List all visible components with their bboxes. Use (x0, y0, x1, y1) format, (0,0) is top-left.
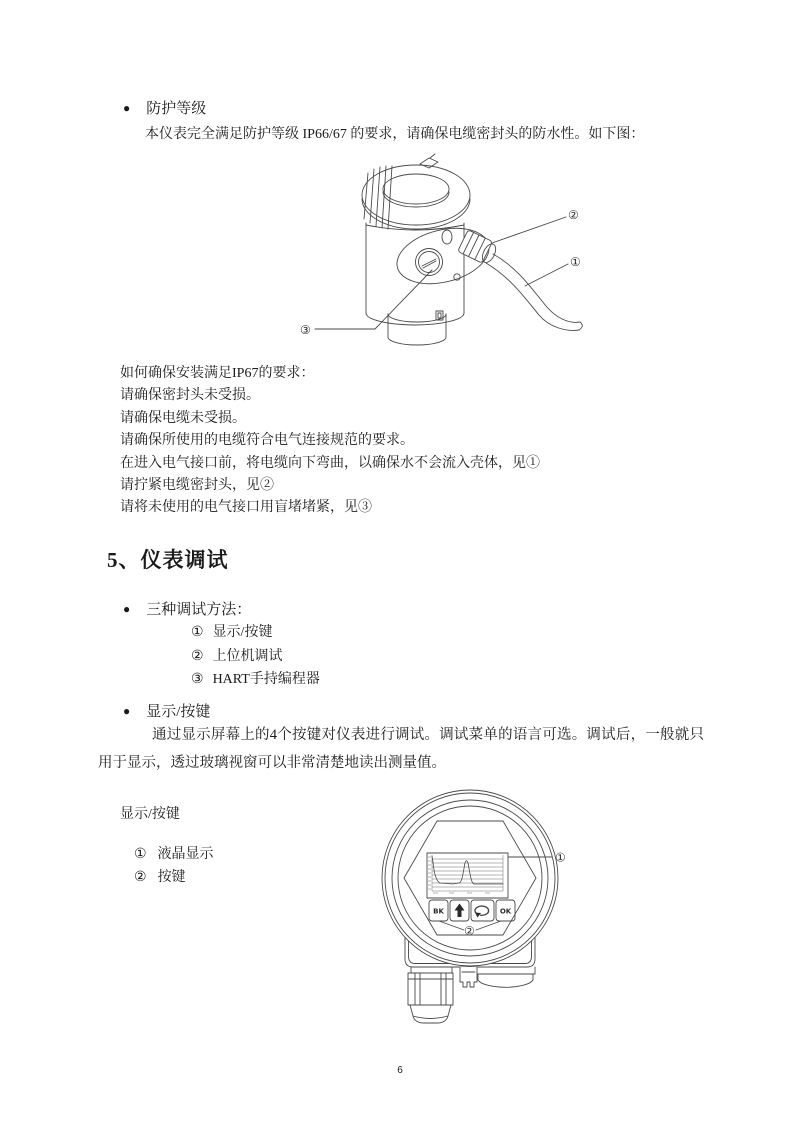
method-num: ① (191, 625, 204, 640)
note-line: 如何确保安装满足IP67的要求： (120, 366, 315, 381)
figure2-caption: 显示/按键 (120, 807, 180, 822)
method-num: ③ (191, 672, 204, 688)
legend-label: 按键 (157, 870, 186, 885)
legend-num: ② (134, 870, 147, 885)
bullet-icon: ● (123, 704, 131, 718)
protection-title-row (123, 97, 206, 118)
figure2-label-1: ① (555, 850, 566, 865)
ok-button-label: OK (499, 907, 512, 916)
display-paragraph: 通过显示屏幕上的4个按键对仪表进行调试。调试菜单的语言可选。调试后，一般就只用于显示，透过玻璃视窗可以非常清楚地读出测量值。 (98, 727, 704, 771)
ip67-notes (120, 363, 540, 520)
methods-title-row (123, 598, 251, 619)
figure1-label-1: ① (570, 255, 581, 269)
note-line: 在进入电气接口前，将电缆向下弯曲，以确保水不会流入壳体，见① (120, 455, 540, 471)
cable-icon (486, 254, 582, 330)
figure2-label-2: ② (464, 924, 475, 938)
method-item (191, 621, 320, 645)
note-line: 请确保电缆未受损。 (120, 410, 246, 426)
method-num: ② (191, 648, 204, 664)
bullet-icon: ● (123, 101, 131, 115)
legend-item (134, 866, 214, 889)
display-title-row (123, 700, 210, 721)
note-line: 请确保密封头未受损。 (120, 388, 260, 404)
method-label: 显示/按键 (212, 625, 273, 640)
figure-cable-gland-drawing (280, 153, 610, 360)
protection-section-title: 防护等级 (146, 101, 207, 117)
methods-title: 三种调试方法： (146, 602, 252, 618)
method-item (191, 668, 320, 692)
display-lid (382, 790, 558, 966)
blind-plug-icon (416, 249, 443, 276)
note-line: 请确保所使用的电缆符合电气连接规范的要求。 (120, 433, 414, 449)
bk-button-label: BK (433, 907, 444, 916)
figure2-legend (134, 843, 214, 889)
bullet-icon: ● (123, 602, 131, 616)
legend-num: ① (134, 847, 147, 862)
method-label: 上位机调试 (212, 648, 283, 664)
section-heading: 5、仪表调试 (107, 548, 229, 572)
legend-item (134, 843, 214, 866)
note-line: 请将未使用的电气接口用盲堵堵紧，见③ (120, 500, 372, 516)
display-title: 显示/按键 (146, 704, 211, 720)
legend-label: 液晶显示 (157, 847, 214, 862)
method-item (191, 645, 320, 669)
method-label: HART手持编程器 (212, 672, 320, 688)
note-line: 请拧紧电缆密封头，见② (120, 478, 274, 494)
protection-intro-text: 本仪表完全满足防护等级 IP66/67 的要求，请确保电缆密封头的防水性。如下图： (145, 127, 645, 142)
page-number: 6 (397, 1065, 403, 1076)
methods-list (191, 621, 320, 692)
figure1-label-3: ③ (300, 323, 311, 337)
cable-gland-bottom-icon (408, 973, 453, 1023)
figure1-label-2: ② (568, 208, 579, 222)
figure-display-keys-drawing (375, 783, 610, 1043)
